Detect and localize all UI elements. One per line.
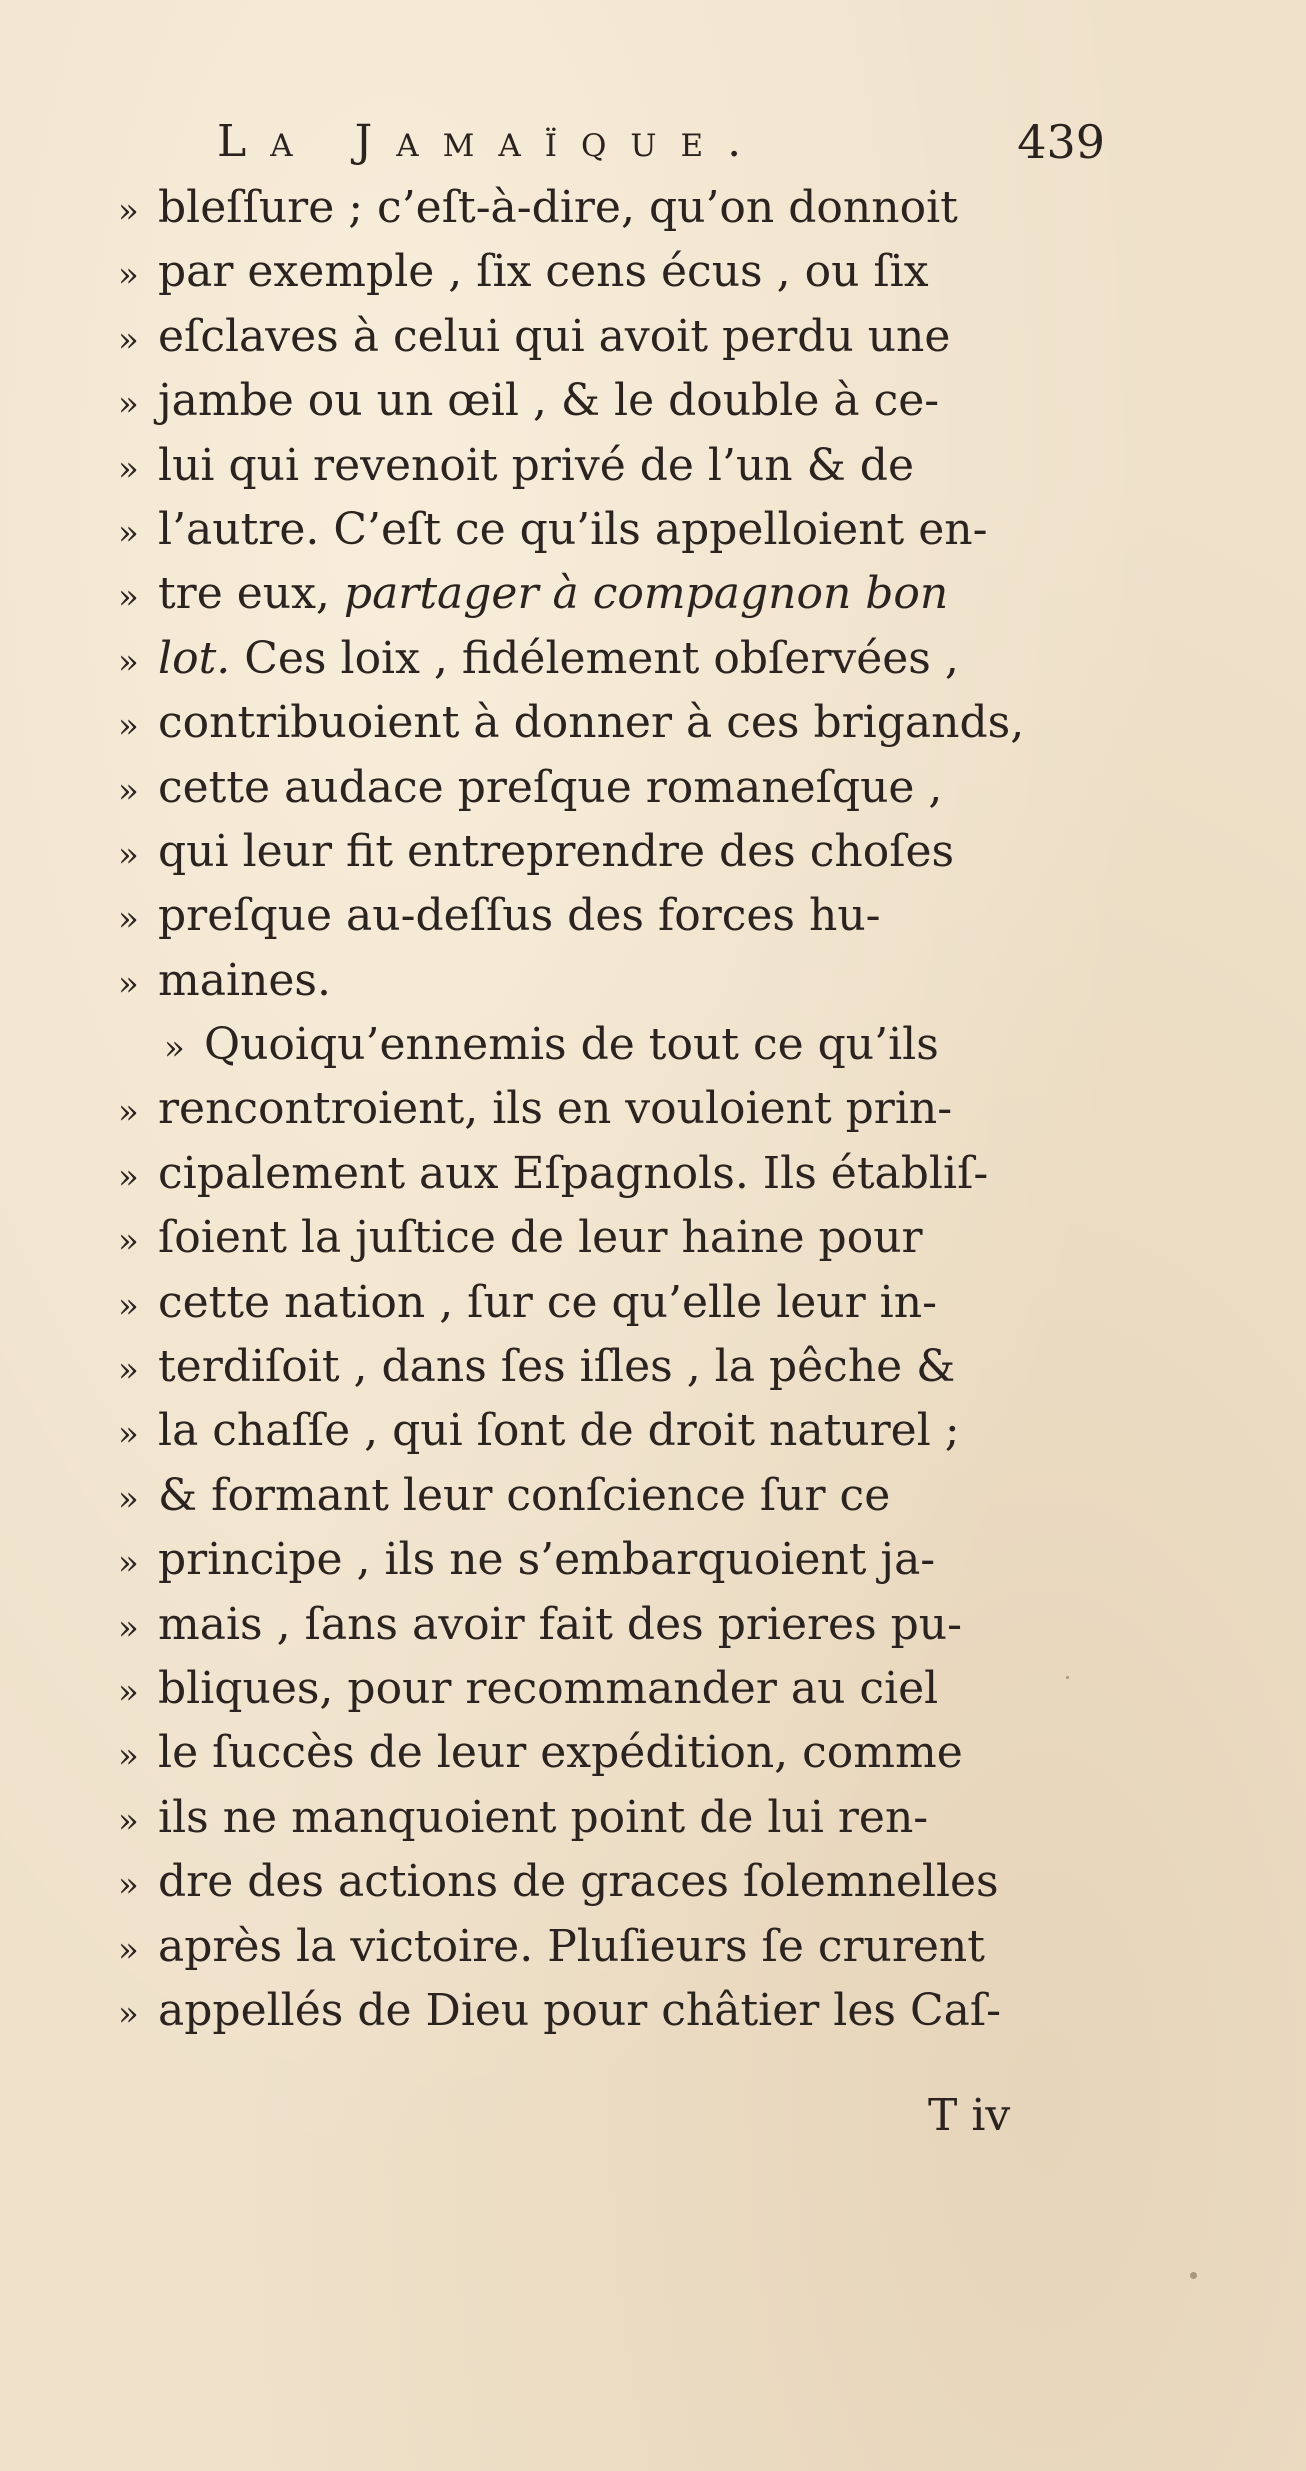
text-line xyxy=(118,1657,1080,1721)
paper-speck xyxy=(1066,1676,1069,1679)
body-text xyxy=(118,176,1080,2043)
quote-mark: » xyxy=(118,1736,139,1777)
line-text: mais , ſans avoir fait des prieres pu- xyxy=(158,1598,963,1650)
quote-mark: » xyxy=(118,1478,139,1519)
text-line xyxy=(118,1206,1080,1270)
text-line xyxy=(118,1786,1080,1850)
text-line xyxy=(118,240,1080,304)
line-text: ils ne manquoient point de lui ren- xyxy=(158,1791,929,1843)
line-text: principe , ils ne s’embarquoient ja- xyxy=(158,1534,936,1586)
quote-mark: » xyxy=(118,1092,139,1133)
text-line xyxy=(118,305,1080,369)
quote-mark: » xyxy=(118,641,139,682)
quote-mark: » xyxy=(118,1156,139,1197)
line-text: cipalement aux Eſpagnols. Ils établiſ- xyxy=(158,1147,989,1199)
line-text: qui leur fit entreprendre des choſes xyxy=(158,825,955,877)
quote-mark: » xyxy=(118,834,139,875)
text-line xyxy=(118,562,1080,626)
line-text: eſclaves à celui qui avoit perdu une xyxy=(158,310,951,362)
quote-mark: » xyxy=(118,1543,139,1584)
quote-mark: » xyxy=(118,963,139,1004)
paper-speck xyxy=(1190,2272,1197,2279)
text-line xyxy=(118,1979,1080,2043)
text-line xyxy=(118,1399,1080,1463)
text-line xyxy=(118,627,1080,691)
text-line xyxy=(118,1335,1080,1399)
quote-mark: » xyxy=(118,384,139,425)
quote-mark: » xyxy=(118,448,139,489)
quote-mark: » xyxy=(118,577,139,618)
quote-mark: » xyxy=(118,899,139,940)
page-number: 439 xyxy=(1017,115,1105,169)
text-line xyxy=(118,1013,1080,1077)
text-line xyxy=(118,1915,1080,1979)
quote-mark: » xyxy=(118,1221,139,1262)
line-text: lui qui revenoit privé de l’un & de xyxy=(158,439,914,491)
line-text: après la victoire. Pluſieurs ſe crurent xyxy=(158,1920,985,1972)
quote-mark: » xyxy=(118,1285,139,1326)
line-text: contribuoient à donner à ces brigands, xyxy=(158,697,1025,749)
signature-mark: T iv xyxy=(928,2090,1011,2141)
line-text: & formant leur conſcience ſur ce xyxy=(158,1469,891,1521)
quote-mark: » xyxy=(118,319,139,360)
text-line xyxy=(118,369,1080,433)
text-line xyxy=(118,498,1080,562)
text-line xyxy=(118,1271,1080,1335)
line-text: par exemple , ſix cens écus , ou ſix xyxy=(158,246,929,298)
quote-mark: » xyxy=(118,1607,139,1648)
text-line xyxy=(118,884,1080,948)
quote-mark: » xyxy=(118,191,139,231)
quote-mark: » xyxy=(118,770,139,811)
quote-mark: » xyxy=(118,1350,139,1391)
quote-mark: » xyxy=(118,1929,139,1970)
text-line xyxy=(118,756,1080,820)
line-text: l’autre. C’eſt ce qu’ils appelloient en- xyxy=(158,503,988,555)
line-text: preſque au-deſſus des forces hu- xyxy=(158,890,881,942)
text-line xyxy=(118,1077,1080,1141)
line-text: dre des actions de graces ſolemnelles xyxy=(158,1856,999,1908)
line-text: terdiſoit , dans ſes iſles , la pêche & xyxy=(158,1341,956,1393)
text-line xyxy=(118,1850,1080,1914)
quote-mark: » xyxy=(118,512,139,553)
text-line xyxy=(118,1464,1080,1528)
line-text: le ſuccès de leur expédition, comme xyxy=(158,1727,963,1779)
quote-mark: » xyxy=(118,1671,139,1712)
line-text: lot. Ces loix , fidélement obſervées , xyxy=(158,632,959,684)
text-line xyxy=(118,1593,1080,1657)
line-text: rencontroient, ils en vouloient prin- xyxy=(158,1083,953,1135)
line-text: maines. xyxy=(158,954,331,1006)
line-text: la chaſſe , qui ſont de droit naturel ; xyxy=(158,1405,960,1457)
line-text: bleſſure ; c’eſt-à-dire, qu’on donnoit xyxy=(158,182,958,233)
text-line xyxy=(118,949,1080,1013)
text-line xyxy=(118,820,1080,884)
text-line xyxy=(118,1142,1080,1206)
line-text: ſoient la juſtice de leur haine pour xyxy=(158,1212,923,1264)
line-text: appellés de Dieu pour châtier les Caſ- xyxy=(158,1984,1002,2036)
text-line xyxy=(118,691,1080,755)
quote-mark: » xyxy=(118,1414,139,1455)
running-title: La Jamaïque. xyxy=(217,116,766,167)
quote-mark: » xyxy=(118,255,139,296)
quote-mark: » xyxy=(164,1028,185,1069)
quote-mark: » xyxy=(118,1865,139,1906)
text-line xyxy=(118,1721,1080,1785)
running-head xyxy=(205,112,1105,172)
line-text: cette nation , ſur ce qu’elle leur in- xyxy=(158,1276,937,1328)
line-text: bliques, pour recommander au ciel xyxy=(158,1662,939,1714)
text-line xyxy=(118,434,1080,498)
text-line xyxy=(118,176,1080,240)
text-line xyxy=(118,1528,1080,1592)
quote-mark: » xyxy=(118,1800,139,1841)
line-text: tre eux, partager à compagnon bon xyxy=(158,568,949,620)
line-text: Quoiqu’ennemis de tout ce qu’ils xyxy=(204,1019,939,1071)
line-text: jambe ou un œil , & le double à ce- xyxy=(158,375,940,427)
line-text: cette audace preſque romaneſque , xyxy=(158,761,943,813)
quote-mark: » xyxy=(118,1993,139,2034)
quote-mark: » xyxy=(118,706,139,747)
